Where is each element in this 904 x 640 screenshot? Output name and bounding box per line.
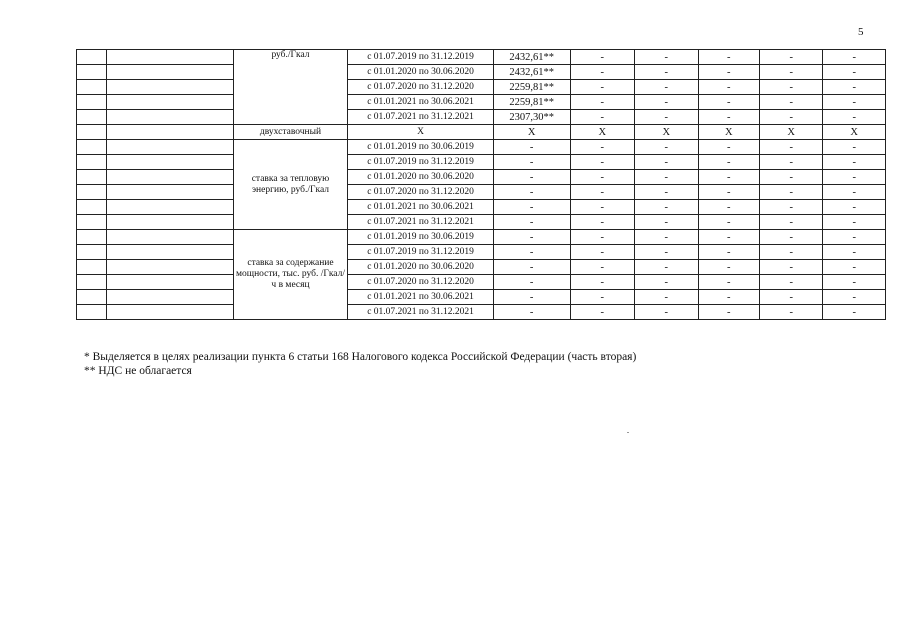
value-cell: - <box>759 170 822 185</box>
empty-number-cell <box>77 170 107 185</box>
footnote-vat-allocated: * Выделяется в целях реализации пункта 6 статьи 168 Налогового кодекса Российской Федерации (часть вторая) <box>84 351 637 363</box>
period-cell: с 01.07.2020 по 31.12.2020 <box>348 185 493 200</box>
scan-speck <box>627 432 629 433</box>
value-cell: - <box>698 260 759 275</box>
value-cell: - <box>493 155 570 170</box>
empty-number-cell <box>77 80 107 95</box>
value-cell: - <box>698 140 759 155</box>
value-cell: - <box>759 155 822 170</box>
empty-number-cell <box>77 260 107 275</box>
period-cell: с 01.01.2019 по 30.06.2019 <box>348 230 493 245</box>
value-cell: - <box>635 140 698 155</box>
value-cell: - <box>570 65 635 80</box>
value-cell: - <box>823 245 886 260</box>
value-cell: - <box>759 200 822 215</box>
value-cell: - <box>823 140 886 155</box>
value-cell: 2432,61** <box>493 50 570 65</box>
table-row <box>77 230 886 245</box>
empty-number-cell <box>77 65 107 80</box>
footnote-vat-exempt: ** НДС не облагается <box>84 365 192 377</box>
empty-number-cell <box>77 275 107 290</box>
empty-number-cell <box>77 290 107 305</box>
value-cell: - <box>570 245 635 260</box>
value-cell: - <box>698 50 759 65</box>
value-cell: - <box>635 230 698 245</box>
value-cell: - <box>493 275 570 290</box>
empty-organization-cell <box>106 170 233 185</box>
value-cell: - <box>635 245 698 260</box>
value-cell: - <box>759 80 822 95</box>
value-cell: X <box>635 125 698 140</box>
period-cell: с 01.01.2020 по 30.06.2020 <box>348 65 493 80</box>
value-cell: - <box>698 80 759 95</box>
value-cell: - <box>759 260 822 275</box>
period-cell: с 01.07.2020 по 31.12.2020 <box>348 80 493 95</box>
value-cell: - <box>635 215 698 230</box>
empty-organization-cell <box>106 80 233 95</box>
value-cell: - <box>698 185 759 200</box>
table-row <box>77 245 886 260</box>
table-row <box>77 95 886 110</box>
value-cell: - <box>493 245 570 260</box>
value-cell: X <box>759 125 822 140</box>
period-cell: с 01.07.2019 по 31.12.2019 <box>348 155 493 170</box>
period-cell: с 01.07.2019 по 31.12.2019 <box>348 50 493 65</box>
empty-organization-cell <box>106 215 233 230</box>
value-cell: 2259,81** <box>493 95 570 110</box>
table-row <box>77 155 886 170</box>
value-cell: - <box>759 50 822 65</box>
value-cell: - <box>570 185 635 200</box>
table-row <box>77 215 886 230</box>
value-cell: - <box>823 185 886 200</box>
empty-organization-cell <box>106 110 233 125</box>
value-cell: - <box>823 95 886 110</box>
value-cell: - <box>698 290 759 305</box>
value-cell: - <box>759 140 822 155</box>
value-cell: - <box>759 275 822 290</box>
empty-organization-cell <box>106 290 233 305</box>
value-cell: - <box>698 215 759 230</box>
table-row <box>77 290 886 305</box>
value-cell: - <box>570 215 635 230</box>
value-cell: 2307,30** <box>493 110 570 125</box>
table-row <box>77 170 886 185</box>
value-cell: - <box>570 110 635 125</box>
value-cell: - <box>759 305 822 320</box>
empty-organization-cell <box>106 50 233 65</box>
value-cell: X <box>570 125 635 140</box>
empty-organization-cell <box>106 245 233 260</box>
value-cell: - <box>823 155 886 170</box>
period-cell: с 01.01.2020 по 30.06.2020 <box>348 170 493 185</box>
empty-number-cell <box>77 50 107 65</box>
value-cell: - <box>635 155 698 170</box>
period-cell: с 01.07.2021 по 31.12.2021 <box>348 305 493 320</box>
value-cell: - <box>698 305 759 320</box>
table-row <box>77 65 886 80</box>
empty-number-cell <box>77 215 107 230</box>
value-cell: X <box>493 125 570 140</box>
value-cell: - <box>635 170 698 185</box>
empty-number-cell <box>77 200 107 215</box>
value-cell: - <box>698 95 759 110</box>
value-cell: - <box>493 140 570 155</box>
period-cell: с 01.07.2021 по 31.12.2021 <box>348 215 493 230</box>
value-cell: - <box>698 275 759 290</box>
value-cell: - <box>759 215 822 230</box>
table-row <box>77 80 886 95</box>
value-cell: - <box>698 155 759 170</box>
empty-number-cell <box>77 245 107 260</box>
table-row <box>77 200 886 215</box>
value-cell: - <box>570 200 635 215</box>
value-cell: - <box>759 65 822 80</box>
value-cell: - <box>493 170 570 185</box>
unit-cell: двухставочный <box>233 125 348 140</box>
empty-number-cell <box>77 230 107 245</box>
empty-organization-cell <box>106 200 233 215</box>
value-cell: - <box>823 170 886 185</box>
value-cell: - <box>570 140 635 155</box>
empty-number-cell <box>77 185 107 200</box>
table-row <box>77 260 886 275</box>
value-cell: - <box>570 305 635 320</box>
value-cell: - <box>823 275 886 290</box>
value-cell: - <box>570 230 635 245</box>
empty-number-cell <box>77 155 107 170</box>
period-cell: X <box>348 125 493 140</box>
table-row <box>77 125 886 140</box>
value-cell: - <box>493 185 570 200</box>
value-cell: - <box>635 290 698 305</box>
value-cell: - <box>635 185 698 200</box>
page-number: 5 <box>858 26 864 38</box>
value-cell: - <box>823 230 886 245</box>
empty-number-cell <box>77 140 107 155</box>
value-cell: - <box>570 170 635 185</box>
value-cell: - <box>823 305 886 320</box>
value-cell: - <box>635 95 698 110</box>
value-cell: - <box>635 50 698 65</box>
value-cell: - <box>698 230 759 245</box>
footnotes <box>84 350 636 378</box>
value-cell: - <box>759 185 822 200</box>
value-cell: - <box>635 65 698 80</box>
value-cell: 2259,81** <box>493 80 570 95</box>
value-cell: X <box>698 125 759 140</box>
value-cell: - <box>570 155 635 170</box>
empty-organization-cell <box>106 65 233 80</box>
value-cell: - <box>493 230 570 245</box>
value-cell: - <box>570 290 635 305</box>
value-cell: - <box>759 95 822 110</box>
empty-organization-cell <box>106 305 233 320</box>
value-cell: - <box>493 200 570 215</box>
value-cell: - <box>823 290 886 305</box>
value-cell: - <box>635 275 698 290</box>
table-row <box>77 185 886 200</box>
period-cell: с 01.07.2019 по 31.12.2019 <box>348 245 493 260</box>
value-cell: - <box>493 305 570 320</box>
value-cell: 2432,61** <box>493 65 570 80</box>
period-cell: с 01.07.2021 по 31.12.2021 <box>348 110 493 125</box>
period-cell: с 01.01.2019 по 30.06.2019 <box>348 140 493 155</box>
value-cell: - <box>635 110 698 125</box>
empty-organization-cell <box>106 275 233 290</box>
table-row <box>77 110 886 125</box>
empty-number-cell <box>77 110 107 125</box>
period-cell: с 01.01.2021 по 30.06.2021 <box>348 200 493 215</box>
empty-number-cell <box>77 95 107 110</box>
empty-number-cell <box>77 305 107 320</box>
table-row <box>77 140 886 155</box>
value-cell: - <box>759 110 822 125</box>
period-cell: с 01.07.2020 по 31.12.2020 <box>348 275 493 290</box>
value-cell: - <box>698 170 759 185</box>
unit-cell: ставка за тепловую энергию, руб./Гкал <box>233 140 348 230</box>
empty-number-cell <box>77 125 107 140</box>
empty-organization-cell <box>106 140 233 155</box>
value-cell: - <box>823 110 886 125</box>
empty-organization-cell <box>106 185 233 200</box>
value-cell: - <box>823 80 886 95</box>
value-cell: - <box>759 230 822 245</box>
value-cell: - <box>635 260 698 275</box>
value-cell: - <box>570 50 635 65</box>
value-cell: X <box>823 125 886 140</box>
value-cell: - <box>570 80 635 95</box>
table-row <box>77 305 886 320</box>
period-cell: с 01.01.2021 по 30.06.2021 <box>348 290 493 305</box>
value-cell: - <box>823 260 886 275</box>
empty-organization-cell <box>106 95 233 110</box>
value-cell: - <box>823 200 886 215</box>
unit-cell: руб./Гкал <box>233 50 348 125</box>
empty-organization-cell <box>106 260 233 275</box>
empty-organization-cell <box>106 155 233 170</box>
value-cell: - <box>493 215 570 230</box>
value-cell: - <box>759 245 822 260</box>
tariff-table-body <box>77 50 886 320</box>
value-cell: - <box>823 65 886 80</box>
table-row <box>77 275 886 290</box>
value-cell: - <box>698 200 759 215</box>
period-cell: с 01.01.2021 по 30.06.2021 <box>348 95 493 110</box>
value-cell: - <box>635 200 698 215</box>
value-cell: - <box>759 290 822 305</box>
value-cell: - <box>493 260 570 275</box>
value-cell: - <box>570 260 635 275</box>
value-cell: - <box>823 50 886 65</box>
value-cell: - <box>493 290 570 305</box>
empty-organization-cell <box>106 230 233 245</box>
value-cell: - <box>570 95 635 110</box>
value-cell: - <box>698 245 759 260</box>
value-cell: - <box>635 305 698 320</box>
value-cell: - <box>698 65 759 80</box>
value-cell: - <box>698 110 759 125</box>
tariff-table <box>76 49 886 320</box>
value-cell: - <box>823 215 886 230</box>
table-row <box>77 50 886 65</box>
value-cell: - <box>635 80 698 95</box>
empty-organization-cell <box>106 125 233 140</box>
unit-cell: ставка за содержание мощности, тыс. руб. /Гкал/ч в месяц <box>233 230 348 320</box>
period-cell: с 01.01.2020 по 30.06.2020 <box>348 260 493 275</box>
value-cell: - <box>570 275 635 290</box>
